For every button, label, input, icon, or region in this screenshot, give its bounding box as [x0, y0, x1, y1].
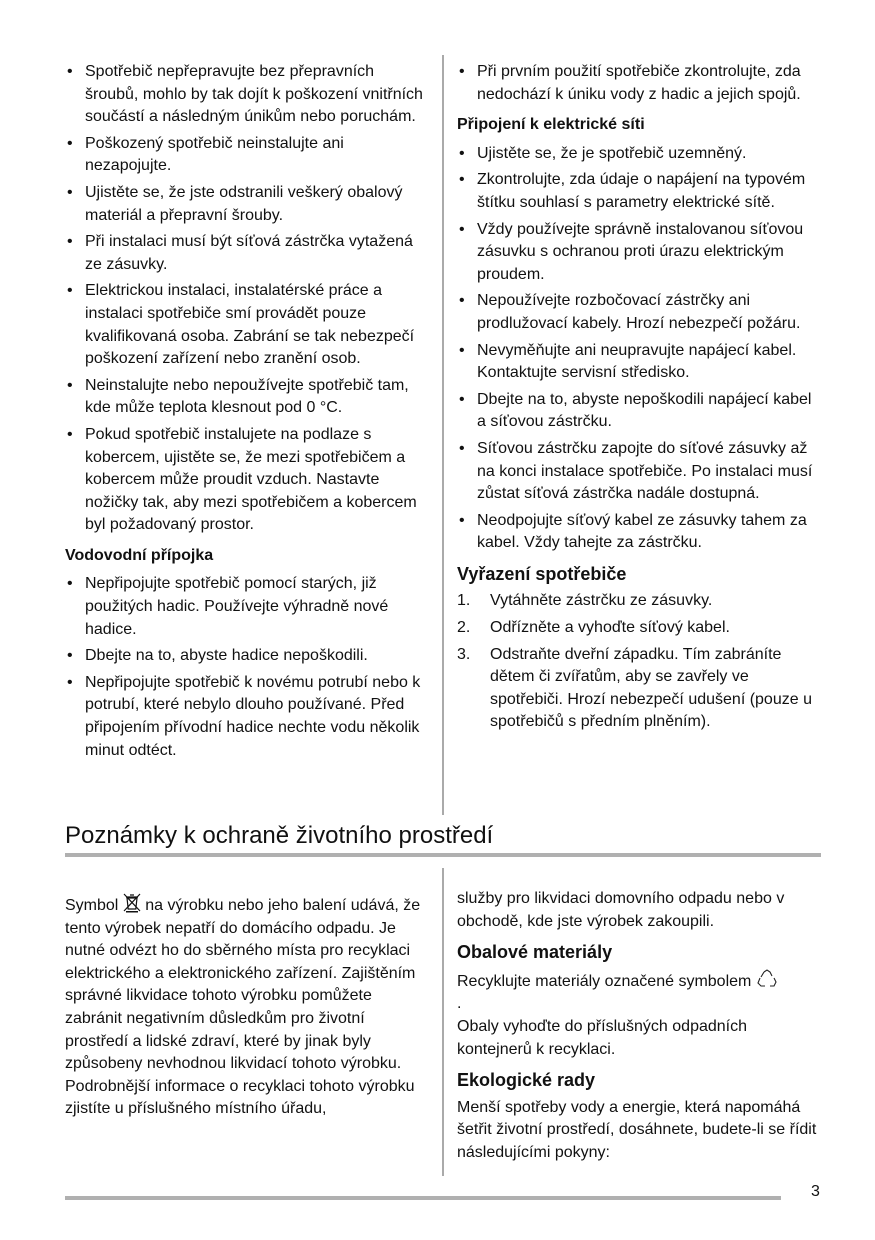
- right-column-bottom: služby pro likvidaci domovního odpadu nebo v obchodě, kde jste výrobek zakoupili. Obalové materiály Recyklujte materiály označené symbolem . Obaly vyhoďte do příslušných odpadních kontejnerů k recyklaci. Ekologické rady Menší spotřeby vody a energie, která napomáhá šetřit životní prostředí, dosáhnete, budete-li se řídit následujícími pokyny:: [457, 888, 819, 1165]
- step-number: 2.: [457, 619, 471, 637]
- list-item: • Poškozený spotřebič neinstalujte ani nezapojujte.: [65, 133, 427, 178]
- title-rule: [65, 853, 821, 857]
- list-item: • Při instalaci musí být síťová zástrčka vytažená ze zásuvky.: [65, 231, 427, 276]
- list-item: • Pokud spotřebič instalujete na podlaze s kobercem, ujistěte se, že mezi spotřebičem a kobercem může proudit vzduch. Nastavte nožičky tak, aby mezi spotřebičem a kobercem byl požadovaný prostor.: [65, 424, 427, 537]
- list-item: • Nevyměňujte ani neupravujte napájecí kabel. Kontaktujte servisní středisko.: [457, 340, 819, 385]
- list-item: • Dbejte na to, abyste hadice nepoškodili.: [65, 645, 427, 668]
- step-item: [457, 644, 819, 734]
- list-item: • Ujistěte se, že je spotřebič uzemněný.: [457, 143, 819, 166]
- paragraph: Menší spotřeby vody a energie, která napomáhá šetřit životní prostředí, dosáhnete, budete-li se řídit následujícími pokyny:: [457, 1098, 817, 1161]
- installation-list: [65, 61, 427, 537]
- crossed-bin-icon: [123, 893, 141, 913]
- footer-rule: [65, 1196, 781, 1200]
- paragraph: Obaly vyhoďte do příslušných odpadních kontejnerů k recyklaci.: [457, 1017, 748, 1058]
- column-divider: [442, 55, 444, 815]
- step-number: 1.: [457, 592, 471, 610]
- list-item: • Elektrickou instalaci, instalatérské práce a instalaci spotřebiče smí provádět pouze kvalifikovaná osoba. Zabrání se tak nebezpečí poškození zařízení nebo zranění osob.: [65, 280, 427, 370]
- paragraph: služby pro likvidaci domovního odpadu nebo v obchodě, kde jste výrobek zakoupili.: [457, 890, 785, 930]
- packaging-heading: Obalové materiály: [457, 942, 613, 963]
- list-item: • Neinstalujte nebo nepoužívejte spotřebič tam, kde může teplota klesnout pod 0 °C.: [65, 375, 427, 420]
- water-list: [65, 573, 427, 762]
- eco-heading: Ekologické rady: [457, 1070, 596, 1091]
- column-divider: [442, 868, 444, 1176]
- right-column-top: [457, 61, 819, 738]
- section-title: Poznámky k ochraně životního prostředí: [65, 822, 494, 849]
- left-column-top: [65, 61, 427, 766]
- step-item: [457, 590, 819, 613]
- list-item: • Nepřipojujte spotřebič k novému potrubí nebo k potrubí, které nebylo dlouho používané. Před připojením přívodní hadice nechte vodu několik minut odtéct.: [65, 672, 427, 762]
- recycle-icon: [756, 969, 778, 989]
- step-text: Vytáhněte zástrčku ze zásuvky.: [490, 592, 713, 610]
- electric-list: [457, 143, 819, 555]
- water-heading: Vodovodní přípojka: [65, 546, 214, 564]
- list-item: • Spotřebič nepřepravujte bez přepravních šroubů, mohlo by tak dojít k poškození vnitřních součástí a následným únikům nebo poruchám.: [65, 61, 427, 129]
- list-item: • Dbejte na to, abyste nepoškodili napájecí kabel a síťovou zástrčku.: [457, 389, 819, 434]
- left-column-bottom: Symbol na výrobku nebo jeho balení udává, že tento výrobek nepatří do domácího odpadu. Je nutné odvézt ho do sběrného místa pro recyklaci elektrického a elektronického zařízení. Zajištěním správné likvidace tohoto výrobku pomůžete zabránit negativním důsledkům pro životní prostředí a lidské zdraví, které by jinak byly způsobeny nevhodnou likvidací tohoto výrobku. Podrobnější informace o recyklaci tohoto výrobku zjistíte u příslušného místního úřadu,: [65, 893, 427, 1121]
- list-item: • Vždy používejte správně instalovanou síťovou zásuvku s ochranou proti úrazu elektrickým proudem.: [457, 219, 819, 287]
- step-text: Odstraňte dveřní západku. Tím zabráníte dětem či zvířatům, aby se zavřely ve spotřebiči. Hrozí nebezpečí udušení (pouze u spotřebičů s předním plněním).: [490, 645, 812, 731]
- list-item: • Nepoužívejte rozbočovací zástrčky ani prodlužovací kabely. Hrozí nebezpečí požáru.: [457, 290, 819, 335]
- page-number: 3: [811, 1183, 820, 1200]
- disposal-heading: Vyřazení spotřebiče: [457, 563, 627, 584]
- list-item: • Neodpojujte síťový kabel ze zásuvky tahem za kabel. Vždy tahejte za zástrčku.: [457, 510, 819, 555]
- electric-heading: Připojení k elektrické síti: [457, 116, 645, 134]
- list-item: • Zkontrolujte, zda údaje o napájení na typovém štítku souhlasí s parametry elektrické sítě.: [457, 169, 819, 214]
- list-item: • Ujistěte se, že jste odstranili veškerý obalový materiál a přepravní šrouby.: [65, 182, 427, 227]
- disposal-steps: [457, 590, 819, 734]
- step-text: Odřízněte a vyhoďte síťový kabel.: [490, 619, 730, 637]
- list-item: • Nepřipojujte spotřebič pomocí starých, již použitých hadic. Používejte výhradně nové hadice.: [65, 573, 427, 641]
- list-item: • Při prvním použití spotřebiče zkontrolujte, zda nedochází k úniku vody z hadic a jejich spojů.: [457, 61, 819, 106]
- step-number: 3.: [457, 645, 471, 663]
- list-item: • Síťovou zástrčku zapojte do síťové zásuvky až na konci instalace spotřebiče. Po instalaci musí zůstat síťová zástrčka nadále dostupná.: [457, 438, 819, 506]
- step-item: [457, 617, 819, 640]
